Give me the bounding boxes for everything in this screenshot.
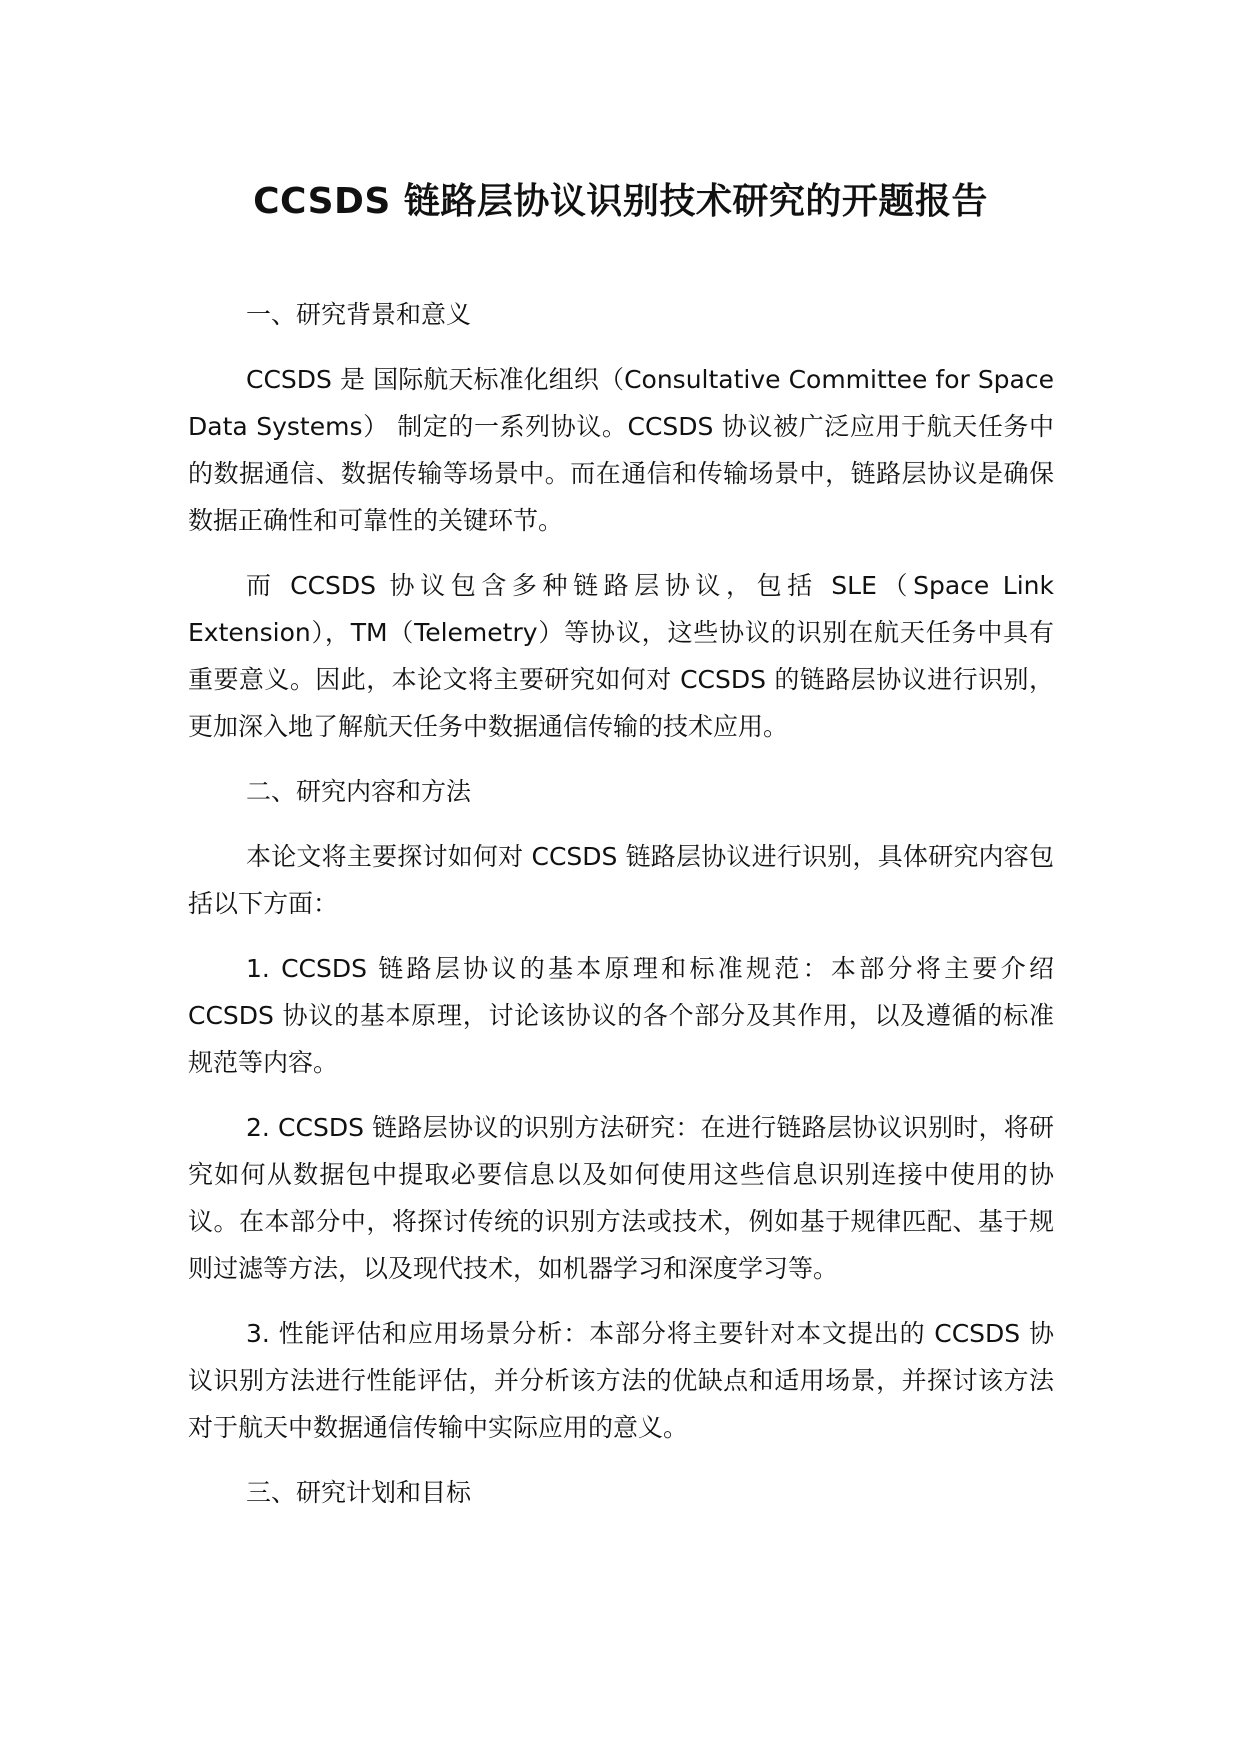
section-heading-plan-goals: 三、研究计划和目标 bbox=[246, 1478, 472, 1507]
paragraph-ccsds-intro: CCSDS 是 国际航天标准化组织（Consultative Committee for Space Data Systems） 制定的一系列协议。CCSDS 协议被广泛应用于航天任务中的数据通信、数据传输等场景中。而在通信和传输场景中，链路层协议是确保数据正确性和可靠性的关键环节。 bbox=[188, 365, 1054, 535]
page-title: CCSDS 链路层协议识别技术研究的开题报告 bbox=[253, 181, 988, 222]
document-body bbox=[188, 291, 1054, 1534]
section-heading-content-methods: 二、研究内容和方法 bbox=[246, 777, 472, 806]
section-heading-background: 一、研究背景和意义 bbox=[246, 300, 472, 329]
paragraph-content-intro: 本论文将主要探讨如何对 CCSDS 链路层协议进行识别，具体研究内容包括以下方面： bbox=[188, 842, 1054, 918]
list-item-identification-methods: 2. CCSDS 链路层协议的识别方法研究：在进行链路层协议识别时，将研究如何从数据包中提取必要信息以及如何使用这些信息识别连接中使用的协议。在本部分中，将探讨传统的识别方法或技术，例如基于规律匹配、基于规则过滤等方法，以及现代技术，如机器学习和深度学习等。 bbox=[188, 1113, 1054, 1283]
list-item-principles: 1. CCSDS 链路层协议的基本原理和标准规范：本部分将主要介绍 CCSDS 协议的基本原理，讨论该协议的各个部分及其作用，以及遵循的标准规范等内容。 bbox=[188, 954, 1054, 1077]
list-item-performance-evaluation: 3. 性能评估和应用场景分析：本部分将主要针对本文提出的 CCSDS 协议识别方法进行性能评估，并分析该方法的优缺点和适用场景，并探讨该方法对于航天中数据通信传输中实际应用的意义。 bbox=[188, 1319, 1054, 1442]
paragraph-link-layer-protocols: 而 CCSDS 协议包含多种链路层协议，包括 SLE（Space Link Extension），TM（Telemetry）等协议，这些协议的识别在航天任务中具有重要意义。因此，本论文将主要研究如何对 CCSDS 的链路层协议进行识别，更加深入地了解航天任务中数据通信传输的技术应用。 bbox=[188, 571, 1054, 741]
